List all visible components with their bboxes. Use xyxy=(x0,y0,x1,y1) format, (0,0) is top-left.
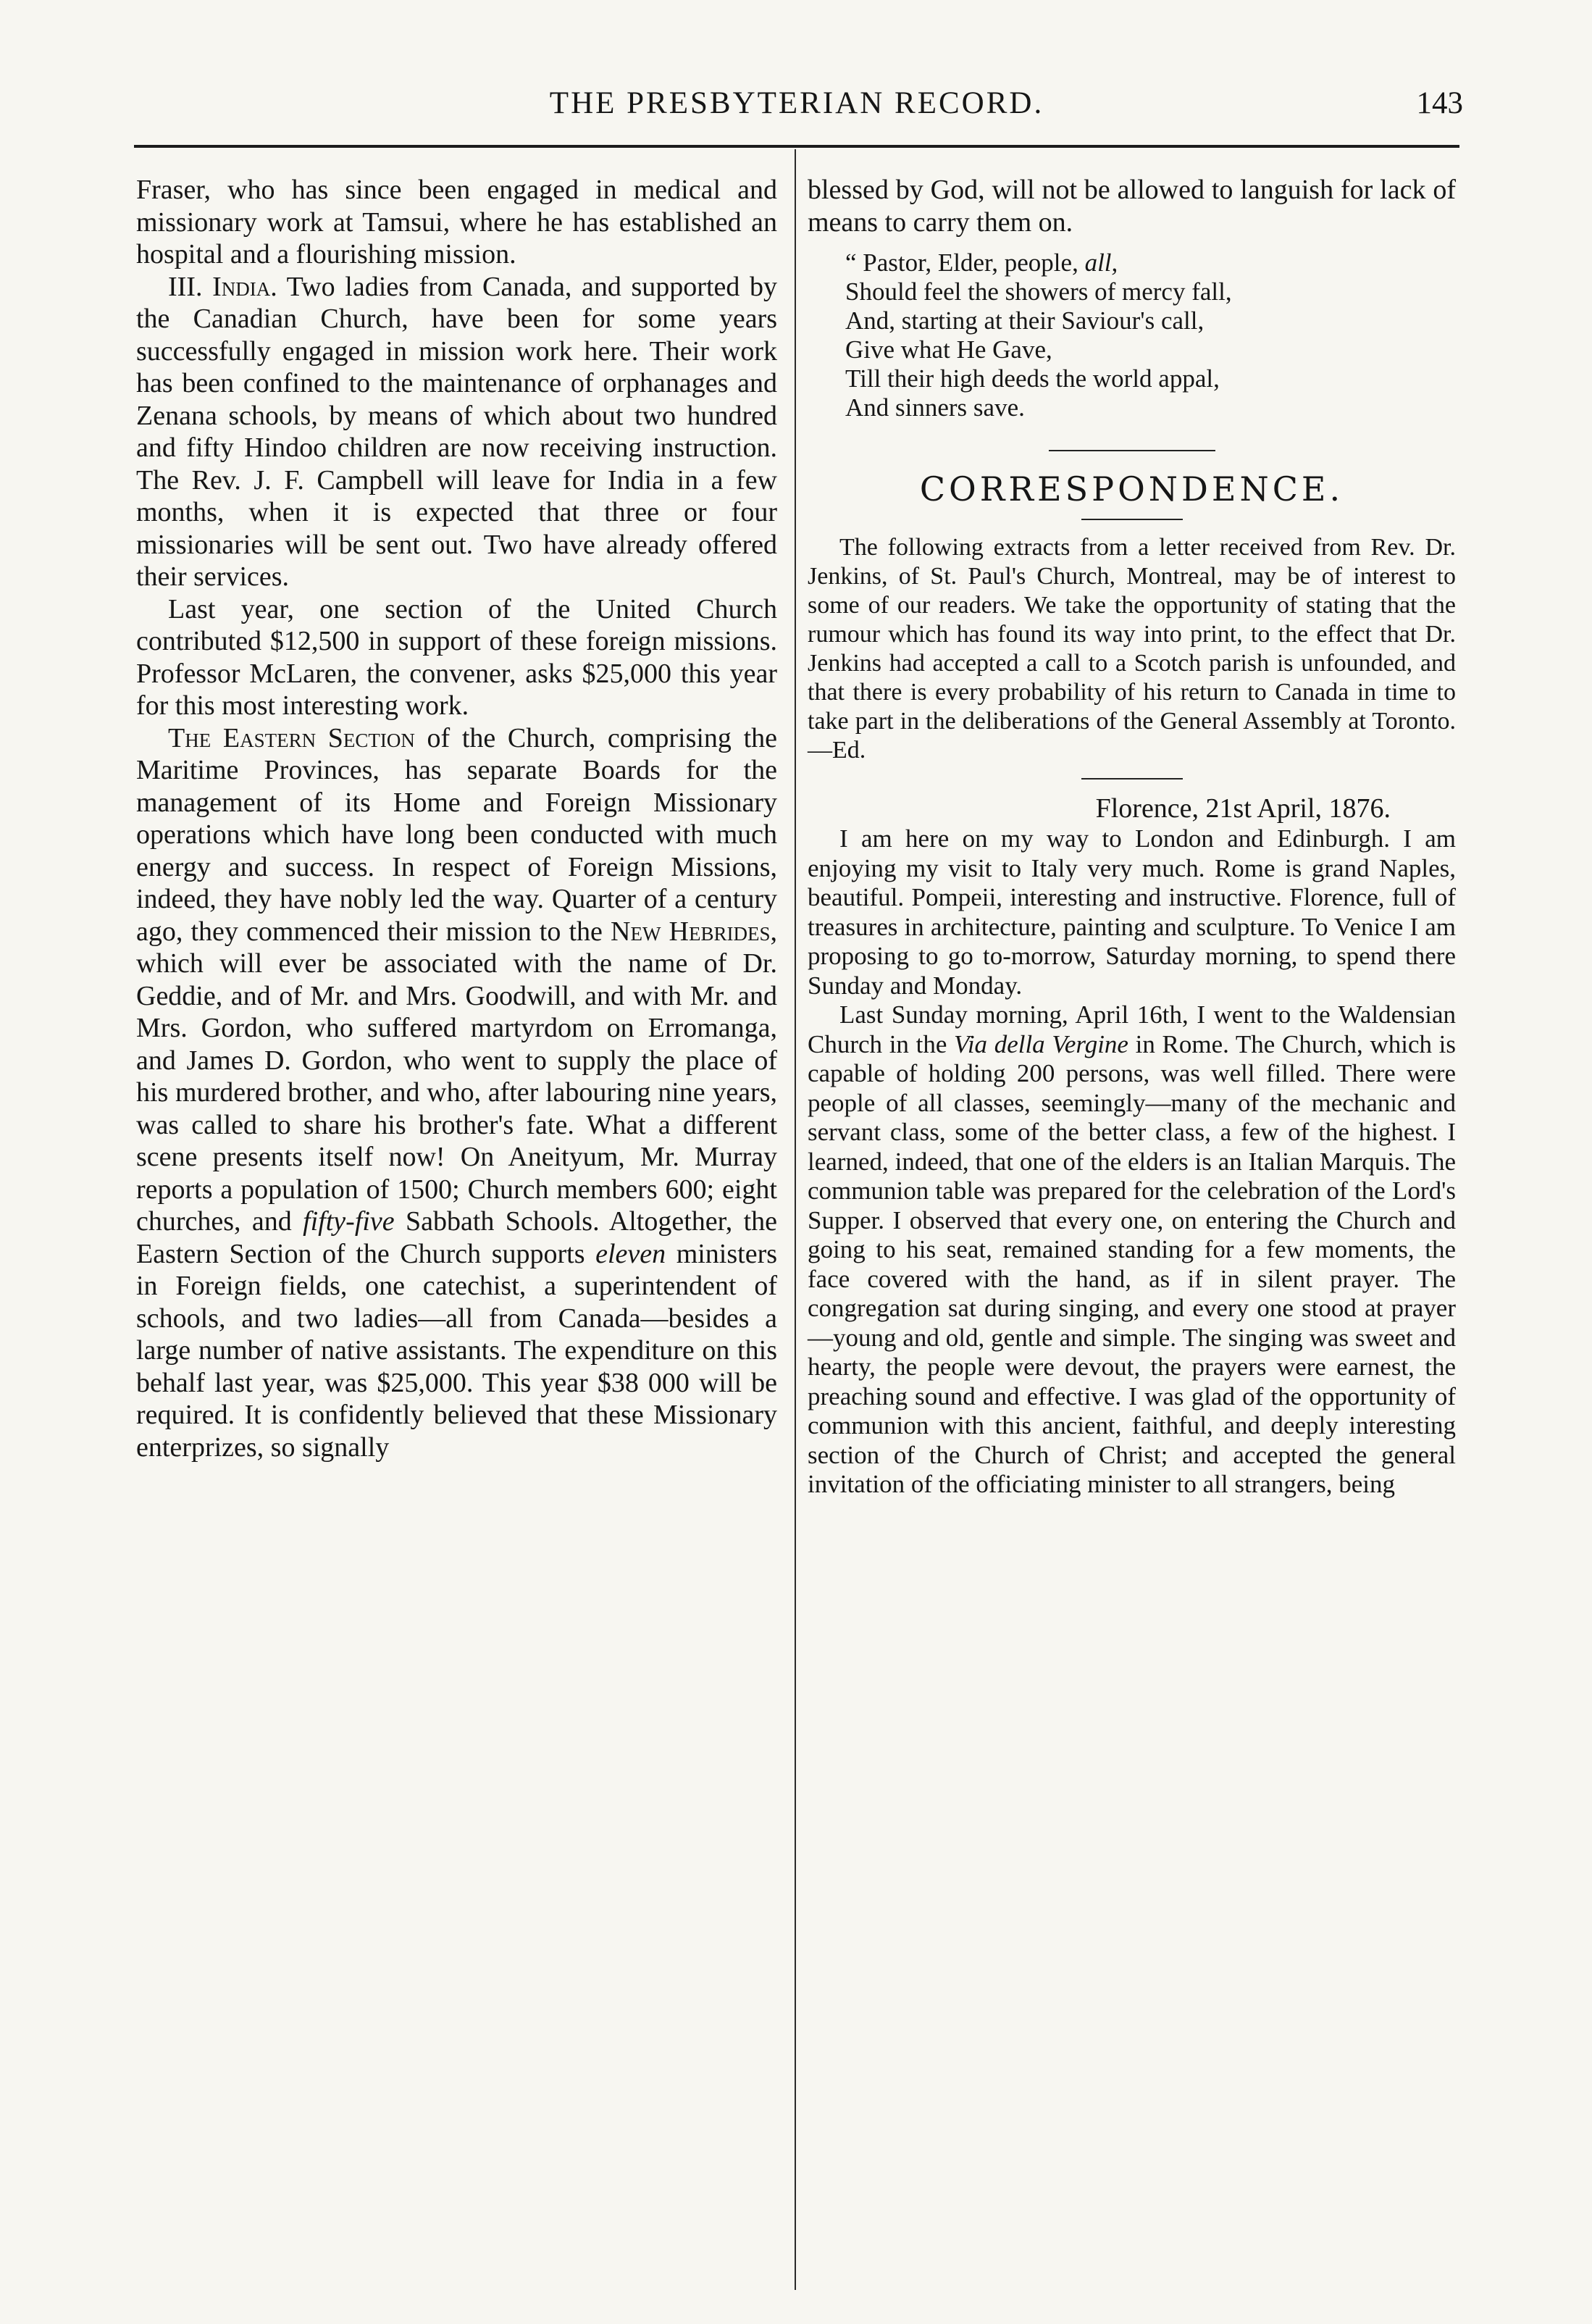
column-divider xyxy=(795,149,796,2290)
letter-paragraph-1: I am here on my way to London and Edinburgh. I am enjoying my visit to Italy very much. Rome is grand Naples, beautiful. Pompeii, interesting and instructive. Florence, full of treasures in architecture, painting and sculpture. To Venice I am proposing to go to-morrow, Saturday morning, to spend there Sunday and Monday. xyxy=(808,824,1456,1000)
poem-line xyxy=(845,248,1456,277)
fifty-five-italic: fifty-five xyxy=(303,1206,395,1237)
eastern-section-heading: The Eastern Section xyxy=(168,722,415,753)
new-hebrides: New Hebrides xyxy=(611,916,771,947)
eastern-text-c: Sabbath Schools. Altogether, the Eastern Section of the Church supports xyxy=(136,1206,778,1269)
running-title: THE PRESBYTERIAN RECORD. xyxy=(549,86,1044,120)
letter-paragraph-2 xyxy=(808,1000,1456,1500)
eastern-text-b: , which will ever be associated with the name of Dr. Geddie, and of Mr. and Mrs. Goodwill, and with Mr. and Mrs. Gordon, who suffered martyrdom on Erromanga, and James D. Gordon, who went to supply the place of his murdered brother, and who, after labouring nine years, was called to share his brother's fate. What a different scene presents itself now! On Aneityum, Mr. Murray reports a population of 1500; Church members 600; eight churches, and xyxy=(136,916,777,1237)
poem-line: Give what He Gave, xyxy=(845,335,1052,364)
poem-all-italic: all, xyxy=(1084,248,1118,277)
india-heading: III. India. xyxy=(168,271,277,302)
correspondence-heading: CORRESPONDENCE. xyxy=(919,469,1344,509)
intro-rule xyxy=(1081,778,1183,779)
via-della-vergine: Via della Vergine xyxy=(954,1029,1128,1058)
poem-line: And, starting at their Saviour's call, xyxy=(845,306,1205,335)
paragraph-india xyxy=(136,271,777,593)
right-column xyxy=(808,174,1456,1500)
poem-line: Till their high deeds the world appal, xyxy=(845,364,1220,393)
eleven-italic: eleven xyxy=(595,1238,666,1269)
page-header xyxy=(130,85,1463,136)
editor-intro: The following extracts from a letter received from Rev. Dr. Jenkins, of St. Paul's Church, Montreal, may be of interest to some of our readers. We take the opportunity of stating that the rumour which has found its way into print, to the effect that Dr. Jenkins had accepted a call to a Scotch parish is unfounded, and that there is every probability of his return to Canada in time to take part in the deliberations of the General Assembly at Toronto.—Ed. xyxy=(808,533,1456,764)
header-rule xyxy=(134,145,1459,148)
heading-rule xyxy=(1081,519,1183,520)
paragraph-contributions: Last year, one section of the United Church contributed $12,500 in support of these foreign missions. Professor McLaren, the convener, asks $25,000 this year for this most interesting work. xyxy=(136,593,777,721)
letter-text-a: Last Sunday morning, April 16th, I went to the Waldensian Church in the xyxy=(808,1000,1456,1058)
paragraph-fraser: Fraser, who has since been engaged in medical and missionary work at Tamsui, where he has established an hospital and a flourishing mission. xyxy=(136,175,777,269)
paragraph-blessed: blessed by God, will not be allowed to languish for lack of means to carry them on. xyxy=(808,175,1456,238)
letter-text-b: in Rome. The Church, which is capable of holding 200 persons, was well filled. There were people of all classes, seemingly—many of the mechanic and servant class, some of the better class, a few of the highest. I learned, indeed, that one of the elders is an Italian Marquis. The communion table was prepared for the celebration of the Lord's Supper. I observed that every one, on entering the Church and going to his seat, remained standing for a few moments, the face covered with the hand, as if in silent prayer. The congregation sat during singing, and every one stood at prayer—young and old, gentle and simple. The singing was sweet and hearty, the people were devout, the prayers were earnest, the preaching sound and effective. I was glad of the opportunity of communion with this ancient, faithful, and deeply interesting section of the Church of Christ; and accepted the general invitation of the officiating minister to all strangers, being xyxy=(808,1029,1456,1498)
paragraph-eastern-section xyxy=(136,722,777,1464)
poem xyxy=(845,248,1456,422)
eastern-text-d: ministers in Foreign fields, one catechist, a superintendent of schools, and two ladies—all from Canada—besides a large number of native assistants. The expenditure on this behalf last year, was $25,000. This year $38 000 will be required. It is confidently believed that these Missionary enterprizes, so signally xyxy=(136,1238,778,1463)
poem-line: Should feel the showers of mercy fall, xyxy=(845,277,1232,306)
eastern-text-a: of the Church, comprising the Maritime Provinces, has separate Boards for the management of its Home and Foreign Missionary operations which have long been conducted with much energy and success. In respect of Foreign Missions, indeed, they have nobly led the way. Quarter of a century ago, they commenced their mission to the xyxy=(136,722,777,947)
page-number: 143 xyxy=(1416,86,1463,120)
left-column xyxy=(136,174,777,1463)
poem-line: And sinners save. xyxy=(845,393,1025,422)
poem-line-open: “ Pastor, Elder, people, xyxy=(845,248,1078,277)
section-rule xyxy=(1049,450,1215,451)
letter-dateline: Florence, 21st April, 1876. xyxy=(1095,793,1391,824)
india-text: Two ladies from Canada, and supported by the Canadian Church, have been for some years successfully engaged in mission work here. Their work has been confined to the maintenance of orphanages and Zenana schools, by means of which about two hundred and fifty Hindoo children are now receiving instruction. The Rev. J. F. Campbell will leave for India in a few months, when it is expected that three or four missionaries will be sent out. Two have already offered their services. xyxy=(136,271,777,592)
